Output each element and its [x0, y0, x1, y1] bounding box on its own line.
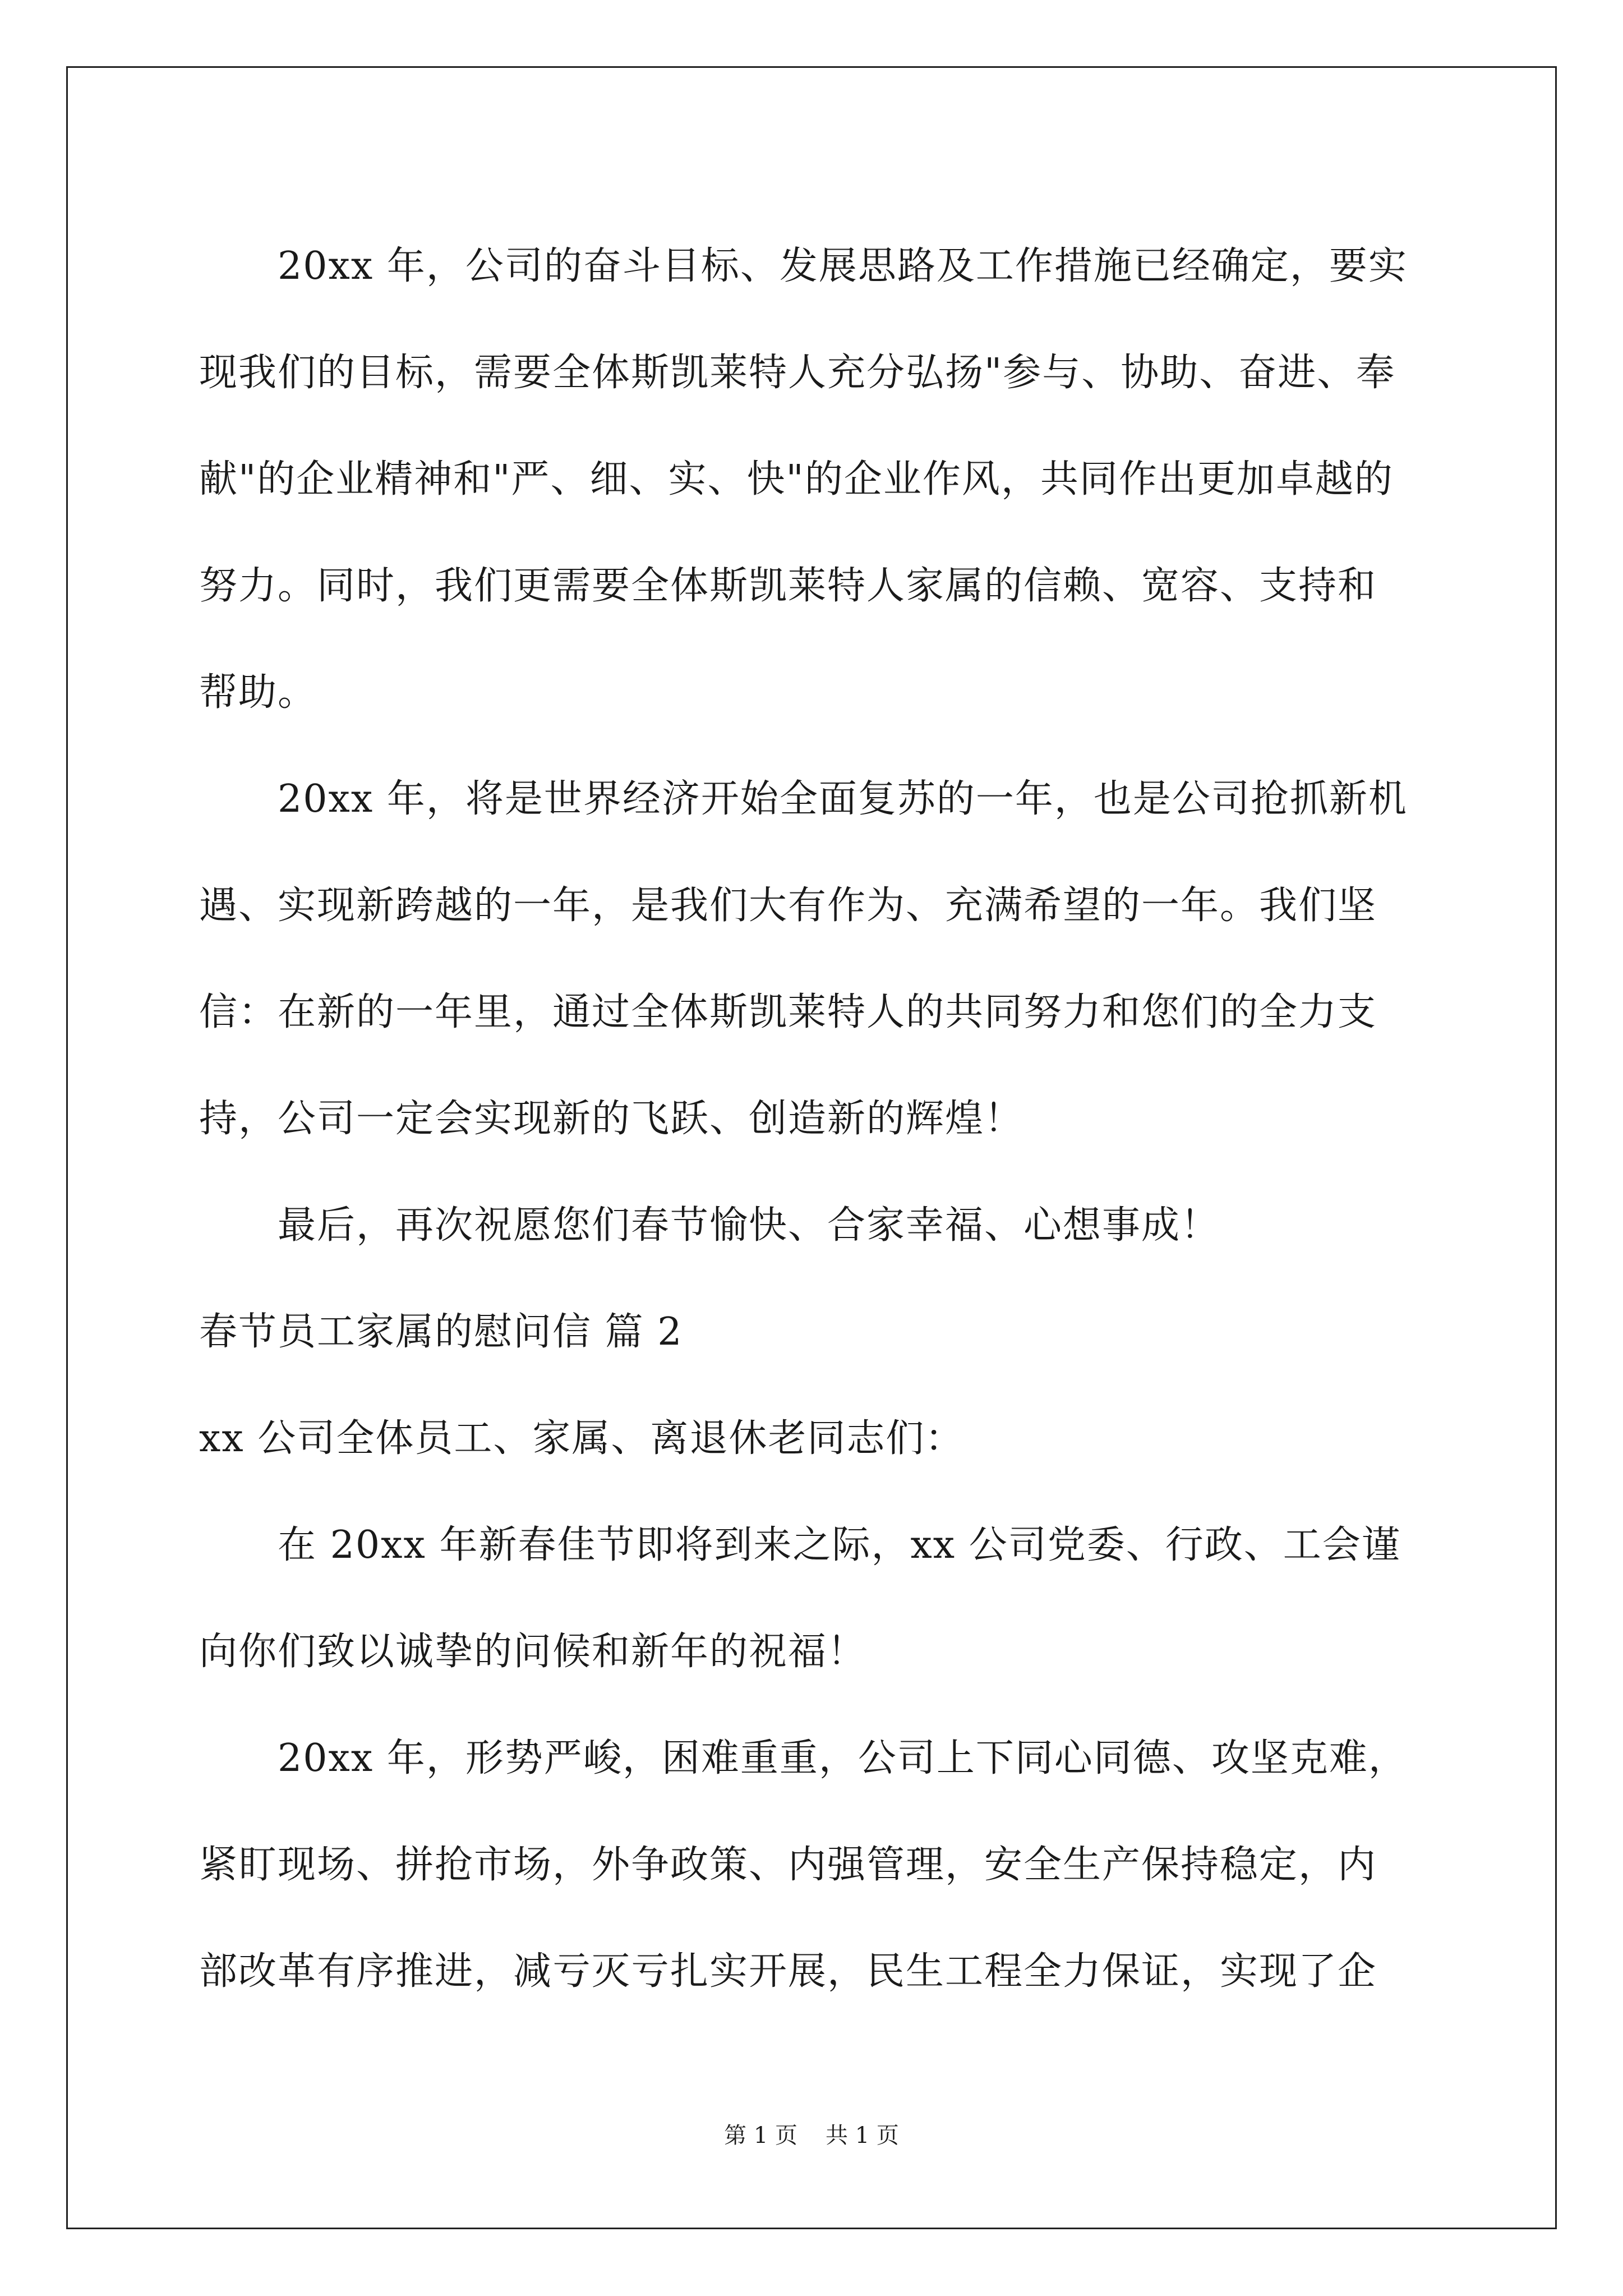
text-line: 现我们的目标，需要全体斯凯莱特人充分弘扬"参与、协助、奋进、奉 [199, 351, 1396, 395]
text-line: 持，公司一定会实现新的飞跃、创造新的辉煌！ [199, 1097, 1024, 1141]
page-footer [0, 2118, 1623, 2150]
salutation: xx 公司全体员工、家属、离退休老同志们： [199, 1416, 965, 1461]
text-line: 帮助。 [199, 670, 317, 715]
text-line: 20xx 年，形势严峻，困难重重，公司上下同心同德、攻坚克难， [278, 1736, 1408, 1780]
text-line: 最后，再次祝愿您们春节愉快、合家幸福、心想事成！ [278, 1203, 1220, 1248]
page-number-current: 第 1 页 [724, 2123, 797, 2148]
text-line: 献"的企业精神和"严、细、实、快"的企业作风，共同作出更加卓越的 [199, 457, 1394, 501]
text-line: 20xx 年，公司的奋斗目标、发展思路及工作措施已经确定，要实 [278, 244, 1408, 288]
text-line: 信：在新的一年里，通过全体斯凯莱特人的共同努力和您们的全力支 [199, 990, 1377, 1034]
page-number-total: 共 1 页 [826, 2123, 899, 2148]
text-line: 紧盯现场、拼抢市场，外争政策、内强管理，安全生产保持稳定，内 [199, 1843, 1377, 1887]
text-line: 遇、实现新跨越的一年，是我们大有作为、充满希望的一年。我们坚 [199, 884, 1377, 928]
text-line: 在 20xx 年新春佳节即将到来之际，xx 公司党委、行政、工会谨 [278, 1523, 1401, 1567]
text-line: 努力。同时，我们更需要全体斯凯莱特人家属的信赖、宽容、支持和 [199, 564, 1377, 608]
text-line: 部改革有序推进，减亏灭亏扎实开展，民生工程全力保证，实现了企 [199, 1949, 1377, 1994]
text-line: 向你们致以诚挚的问候和新年的祝福！ [199, 1630, 867, 1674]
text-line: 20xx 年，将是世界经济开始全面复苏的一年，也是公司抢抓新机 [278, 777, 1408, 821]
document-body [199, 213, 1467, 2025]
section-heading: 春节员工家属的慰问信 篇 2 [199, 1310, 683, 1354]
